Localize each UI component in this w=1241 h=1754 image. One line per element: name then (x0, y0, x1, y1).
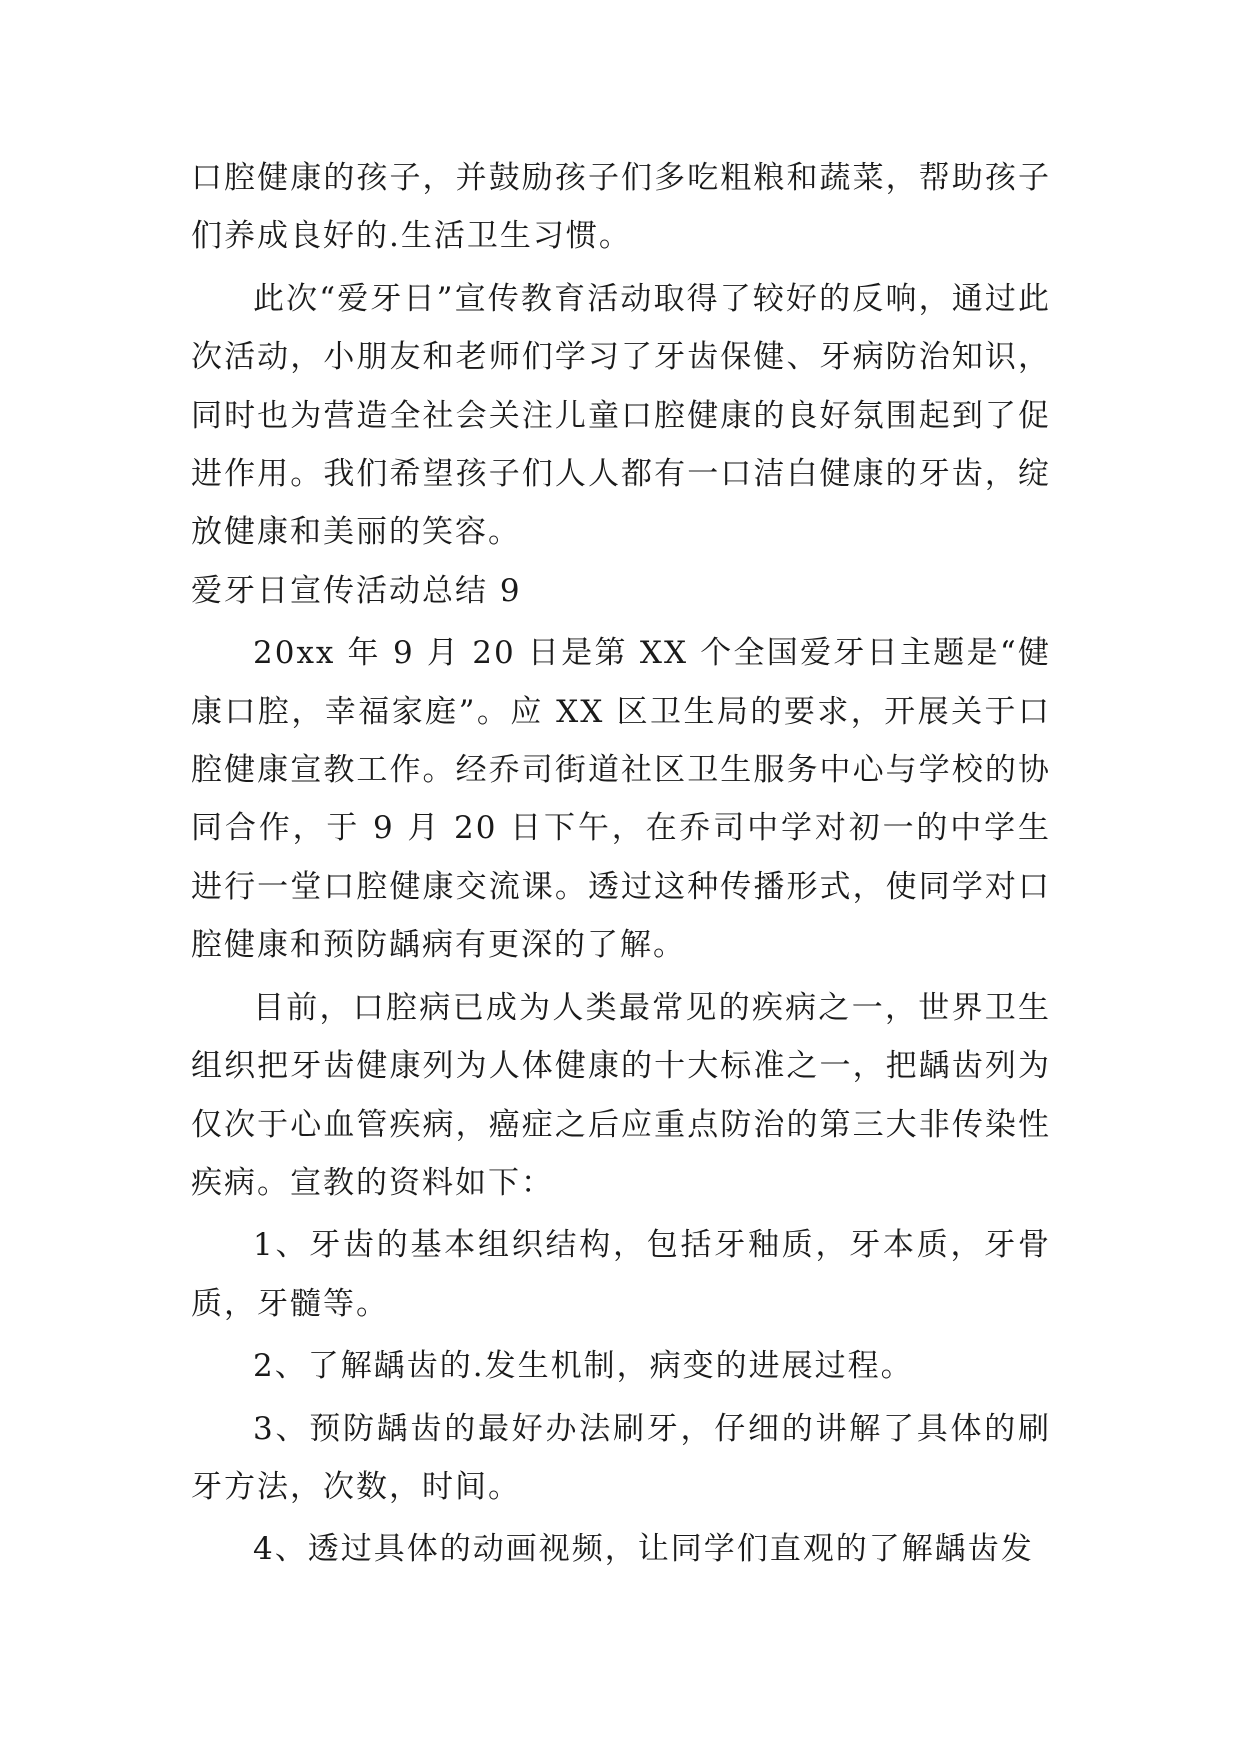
paragraph-activity-response: 此次“爱牙日”宣传教育活动取得了较好的反响，通过此次活动，小朋友和老师们学习了牙齿保健、牙病防治知识，同时也为营造全社会关注儿童口腔健康的良好氛围起到了促进作用。我们希望孩子们人人都有一口洁白健康的牙齿，绽放健康和美丽的笑容。 (191, 280, 1051, 551)
paragraph-event-intro: 20xx 年 9 月 20 日是第 XX 个全国爱牙日主题是“健康口腔，幸福家庭”。应 XX 区卫生局的要求，开展关于口腔健康宣教工作。经乔司街道社区卫生服务中心与学校的协同合作，于 9 月 20 日下午，在乔司中学对初一的中学生进行一堂口腔健康交流课。透过这种传播形式，使同学对口腔健康和预防龋病有更深的了解。 (191, 635, 1051, 964)
list-item-tooth-structure: 1、牙齿的基本组织结构，包括牙釉质，牙本质，牙骨质，牙髓等。 (191, 1227, 1051, 1322)
list-item-caries-mechanism: 2、了解龋齿的.发生机制，病变的进展过程。 (253, 1348, 914, 1385)
paragraph-oral-disease: 目前，口腔病已成为人类最常见的疾病之一，世界卫生组织把牙齿健康列为人体健康的十大标准之一，把龋齿列为仅次于心血管疾病，癌症之后应重点防治的第三大非传染性疾病。宣教的资料如下： (191, 989, 1051, 1201)
section-heading: 爱牙日宣传活动总结 9 (191, 572, 522, 609)
paragraph-continuation: 口腔健康的孩子，并鼓励孩子们多吃粗粮和蔬菜，帮助孩子们养成良好的.生活卫生习惯。 (191, 160, 1051, 255)
document-body (191, 149, 1051, 1579)
list-item-animation-video: 4、透过具体的动画视频，让同学们直观的了解龋齿发 (253, 1531, 1034, 1568)
list-item-brushing-method: 3、预防龋齿的最好办法刷牙，仔细的讲解了具体的刷牙方法，次数，时间。 (191, 1410, 1051, 1505)
